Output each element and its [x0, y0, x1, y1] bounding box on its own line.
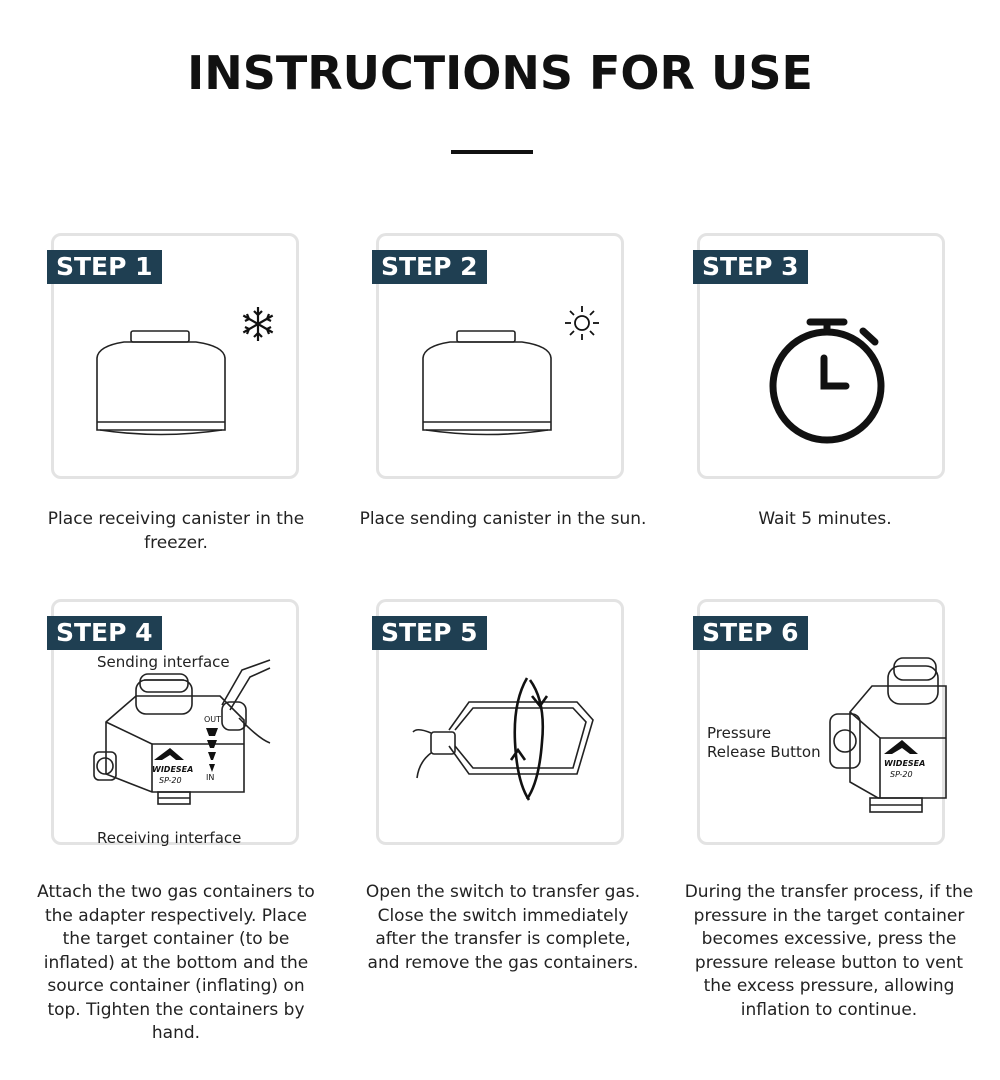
stopwatch-icon — [700, 236, 948, 482]
pressure-label-line2: Release Button — [707, 743, 821, 761]
step-4-caption: Attach the two gas containers to the adapter respectively. Place the target container (to be inflated) at the bottom and the source container (inflating) on top. Tighten the containers by hand. — [37, 882, 315, 1043]
canister-illustration — [379, 236, 627, 482]
rotate-arrows-icon — [511, 678, 547, 800]
step-3-badge: STEP 3 — [693, 250, 808, 284]
step-5-caption: Open the switch to transfer gas. Close the switch immediately after the transfer is complete, and remove the gas containers. — [365, 882, 641, 973]
pressure-label-line1: Pressure — [707, 724, 772, 742]
title-divider — [451, 150, 533, 154]
adapter-in-label: IN — [206, 773, 215, 782]
step-1-badge: STEP 1 — [47, 250, 162, 284]
switch-illustration — [379, 602, 627, 848]
step-5-badge: STEP 5 — [372, 616, 487, 650]
step-4-badge: STEP 4 — [47, 616, 162, 650]
step-6-caption: During the transfer process, if the pressure in the target container becomes excessive, press the pressure release button to vent the excess pressure, allowing inflation to continue. — [684, 882, 974, 1020]
receiving-interface-label: Receiving interface — [97, 829, 242, 847]
step-3-card — [697, 233, 945, 479]
step-5-card — [376, 599, 624, 845]
step-2-badge: STEP 2 — [372, 250, 487, 284]
step-4-card — [51, 599, 299, 845]
snowflake-icon — [243, 307, 272, 341]
step-2-card — [376, 233, 624, 479]
step-3-caption: Wait 5 minutes. — [758, 509, 892, 529]
adapter-model: SP-20 — [159, 776, 182, 785]
adapter-out-label: OUT — [204, 715, 222, 724]
step-1-caption: Place receiving canister in the freezer. — [47, 509, 305, 553]
sun-icon — [565, 306, 599, 340]
sending-interface-label: Sending interface — [97, 653, 230, 671]
adapter-brand: WIDESEA — [884, 759, 926, 768]
step-1-card — [51, 233, 299, 479]
canister-illustration — [54, 236, 302, 482]
step-6-badge: STEP 6 — [693, 616, 808, 650]
adapter-brand: WIDESEA — [152, 765, 194, 774]
step-6-card — [697, 599, 945, 845]
adapter-model: SP-20 — [890, 770, 913, 779]
page-title: INSTRUCTIONS FOR USE — [187, 46, 813, 100]
step-2-caption: Place sending canister in the sun. — [359, 509, 647, 529]
